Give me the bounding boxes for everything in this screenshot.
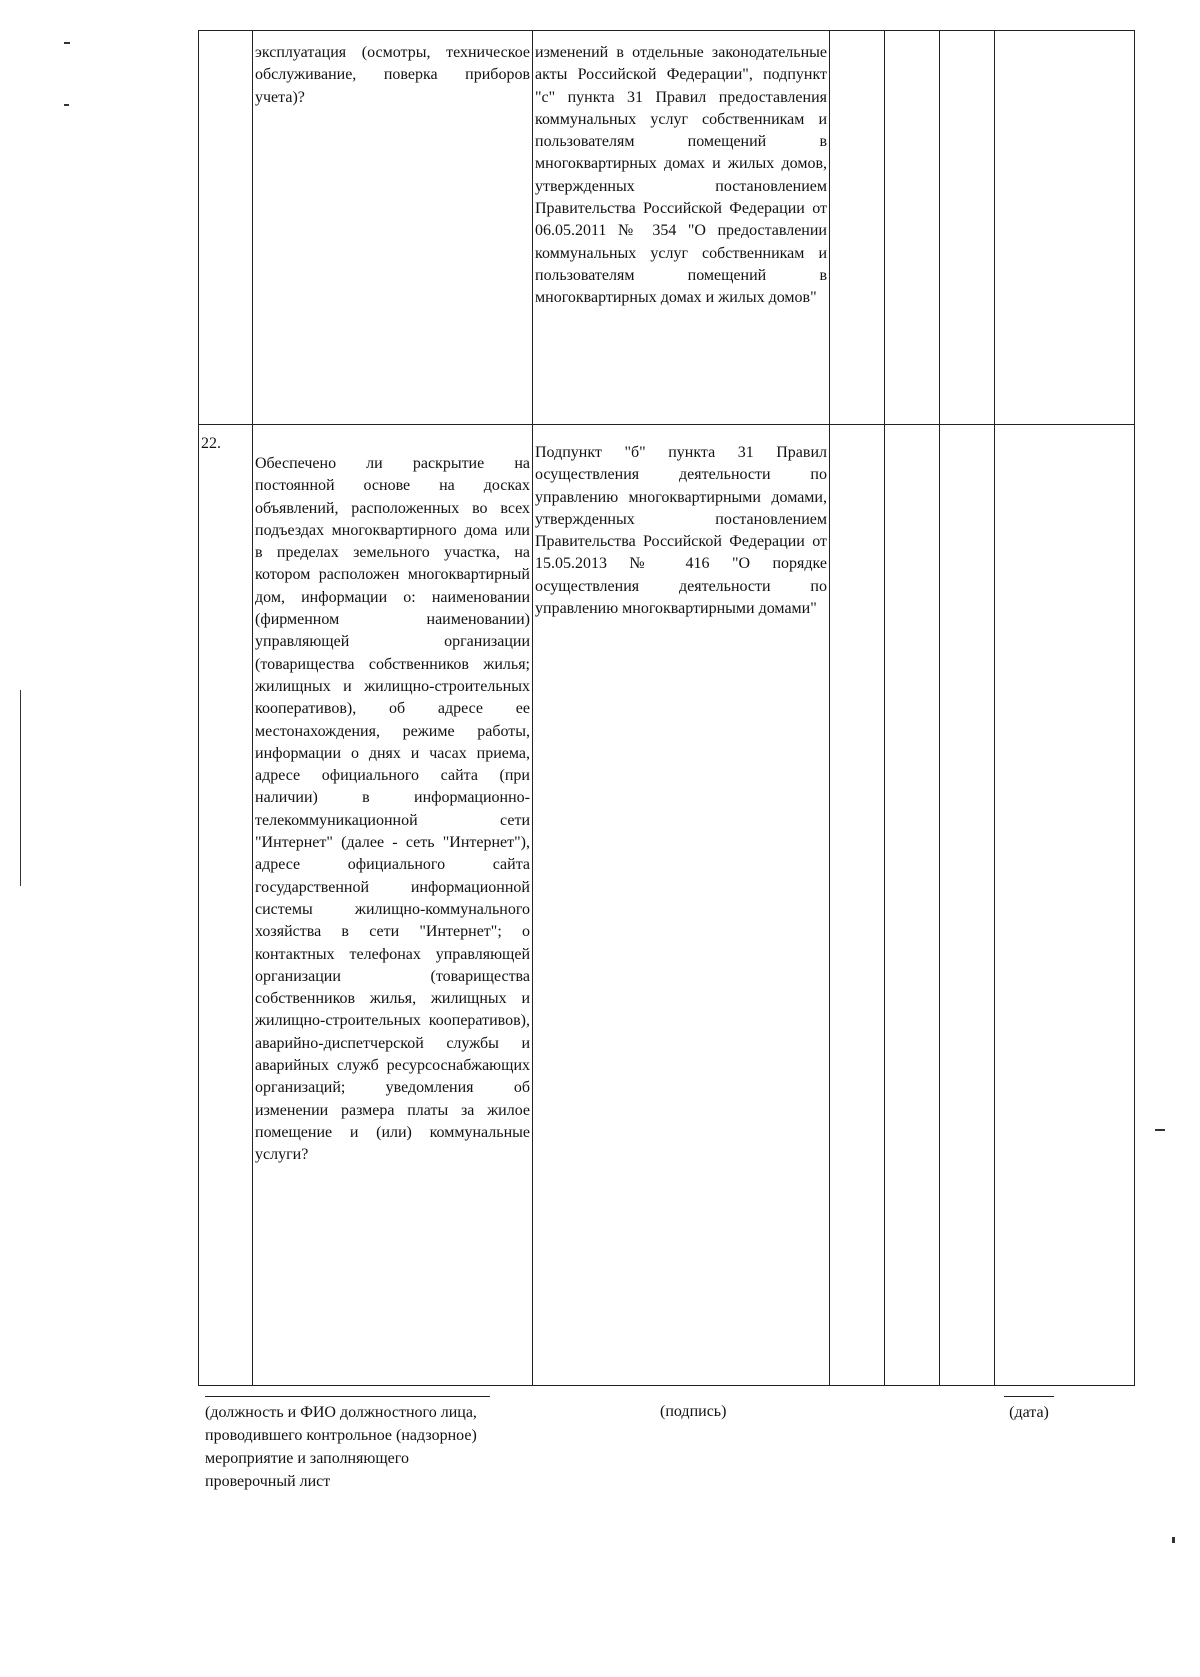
date-label: (дата) — [1004, 1396, 1054, 1424]
row-number — [199, 31, 253, 425]
note-cell[interactable] — [995, 425, 1135, 1386]
row-legal-basis: Подпункт "б" пункта 31 Правил осуществления деятельности по управлению многоквартирными домами, утвержденных постановлением Правительства Российской Федерации от 15.05.2013 № 416 "О порядке осуществления деятельности по управлению многоквартирными домами" — [533, 425, 830, 1386]
note-cell[interactable] — [995, 31, 1135, 425]
scan-mark — [1172, 1537, 1175, 1543]
answer-yes-cell[interactable] — [830, 425, 885, 1386]
row-question: эксплуатация (осмотры, техническое обслуживание, поверка приборов учета)? — [253, 31, 533, 425]
answer-no-cell[interactable] — [885, 31, 940, 425]
row-legal-basis: изменений в отдельные законодательные акты Российской Федерации", подпункт "с" пункта 31 Правил предоставления коммунальных услуг собственникам и пользователям помещений в многоквартирных домах и жилых домов, утвержденных постановлением Правительства Российской Федерации от 06.05.2011 № 354 "О предоставлении коммунальных услуг собственникам и пользователям помещений в многоквартирных домах и жилых домов" — [533, 31, 830, 425]
scan-mark — [64, 104, 69, 106]
row-question: Обеспечено ли раскрытие на постоянной основе на досках объявлений, расположенных во всех подъездах многоквартирного дома или в пределах земельного участка, на котором расположен многоквартирный дом, информации о: наименовании (фирменном наименовании) управляющей организации (товарищества собственников жилья; жилищных и жилищно-строительных кооперативов), об адресе ее местонахождения, режиме работы, информации о днях и часах приема, адресе официального сайта (при наличии) в информационно-телекоммуникационной сети "Интернет" (далее - сеть "Интернет"), адресе официального сайта государственной информационной системы жилищно-коммунального хозяйства в сети "Интернет"; о контактных телефонах управляющей организации (товарищества собственников жилья, жилищных и жилищно-строительных кооперативов), аварийно-диспетчерской службы и аварийных служб ресурсоснабжающих организаций; уведомления об изменении размера платы за жилое помещение и (или) коммунальные услуги? — [253, 425, 533, 1386]
scan-mark — [20, 690, 21, 886]
scan-mark — [64, 42, 70, 44]
row-number: 22. — [199, 425, 253, 1386]
official-position-label: (должность и ФИО должностного лица, проводившего контрольное (надзорное) мероприятие и заполняющего проверочный лист — [205, 1396, 490, 1493]
signature-label: (подпись) — [660, 1403, 727, 1420]
answer-na-cell[interactable] — [940, 31, 995, 425]
answer-na-cell[interactable] — [940, 425, 995, 1386]
answer-no-cell[interactable] — [885, 425, 940, 1386]
answer-yes-cell[interactable] — [830, 31, 885, 425]
table-row — [199, 425, 1135, 1386]
table-row — [199, 31, 1135, 425]
checklist-table — [198, 30, 1135, 1386]
scan-mark — [1155, 1129, 1165, 1131]
